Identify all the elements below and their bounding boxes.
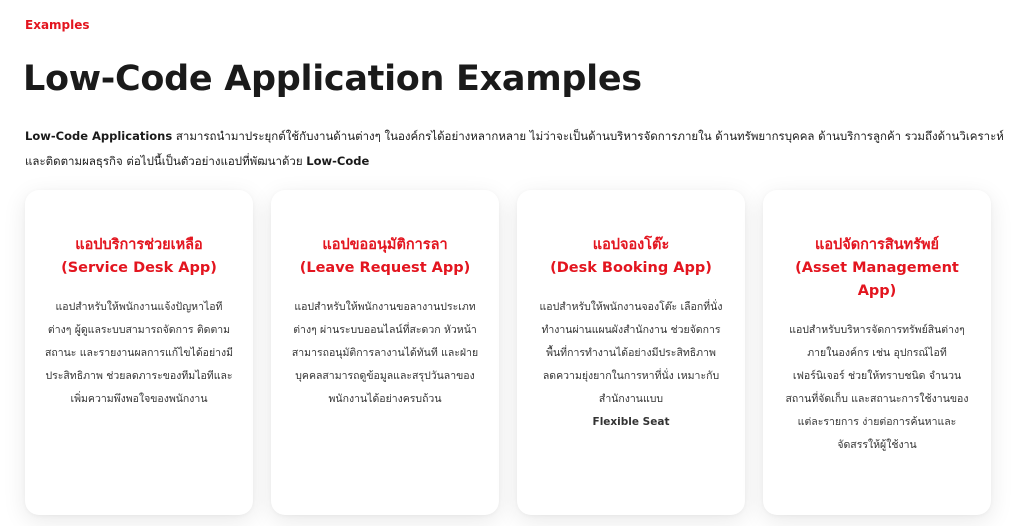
card-title-thai: แอปจองโต๊ะ [592,237,670,253]
intro-highlight: Low-Code Applications [25,129,173,143]
card-text-line: เพิ่มความพึงพอใจของพนักงาน [70,393,208,405]
intro-paragraph [25,124,1004,174]
card-title-english: (Asset Management [795,260,959,276]
card-asset-management [763,190,991,515]
card-text-line: จัดสรรให้ผู้ใช้งาน [837,439,917,451]
card-title [285,234,485,280]
card-text-line: ทำงานผ่านแผนผังสำนักงาน ช่วยจัดการ [541,324,721,336]
card-leave-request [271,190,499,515]
intro-highlight: Low-Code [306,154,370,168]
card-text-fragment: สำนักงานแบบ [598,393,664,405]
section-eyebrow: Examples [25,18,90,32]
card-text-line: แต่ละรายการ ง่ายต่อการค้นหาและ [797,416,957,428]
intro-line-1 [25,124,1004,149]
example-cards [25,190,1000,526]
card-text-line: พื้นที่การทำงานได้อย่างมีประสิทธิภาพ [546,347,716,359]
card-description [531,296,731,434]
card-text-line: ต่างๆ ผู้ดูแลระบบสามารถจัดการ ติดตาม [47,324,231,336]
card-text-line: บุคคลสามารถดูข้อมูลและสรุปวันลาของ [295,370,475,382]
card-title-thai: แอปบริการช่วยเหลือ [75,237,203,253]
card-text-line: ภายในองค์กร เช่น อุปกรณ์ไอที [807,347,947,359]
intro-line-2 [25,149,1000,174]
card-text-line: ลดความยุ่งยากในการหาที่นั่ง เหมาะกับ [542,370,720,382]
card-title-english: (Service Desk App) [61,260,217,276]
intro-text: สามารถนำมาประยุกต์ใช้กับงานด้านต่างๆ ในองค์กรได้อย่างหลากหลาย ไม่ว่าจะเป็นด้านบริหารจัดการภายใน ด้านทรัพยากรบุคคล ด้านบริการลูกค้า รวมถึงด้านวิเคราะห์ [172,129,1004,143]
card-text-line: แอปสำหรับให้พนักงานจองโต๊ะ เลือกที่นั่ง [539,301,723,313]
card-title [39,234,239,280]
card-text-line: แอปสำหรับให้พนักงานแจ้งปัญหาไอที [55,301,223,313]
card-service-desk [25,190,253,515]
card-text-line: สถานะ และรายงานผลการแก้ไขได้อย่างมี [44,347,234,359]
card-text-line: สามารถอนุมัติการลางานได้ทันที และฝ่าย [291,347,479,359]
card-text-line: แอปสำหรับให้พนักงานขอลางานประเภท [294,301,476,313]
card-title [777,234,977,303]
card-text-line [531,388,731,434]
card-description [777,319,977,457]
card-title-english-cont: App) [857,283,897,299]
card-title-thai: แอปจัดการสินทรัพย์ [814,237,940,253]
card-text-line: ประสิทธิภาพ ช่วยลดภาระของทีมไอทีและ [45,370,233,382]
card-text-line: ต่างๆ ผ่านระบบออนไลน์ที่สะดวก หัวหน้า [293,324,477,336]
card-text-highlight: Flexible Seat [592,416,670,428]
intro-text: และติดตามผลธุรกิจ ต่อไปนี้เป็นตัวอย่างแอปที่พัฒนาด้วย [25,154,307,168]
card-text-line: สถานที่จัดเก็บ และสถานะการใช้งานของ [785,393,969,405]
card-description [285,296,485,411]
card-text-line: เฟอร์นิเจอร์ ช่วยให้ทราบชนิด จำนวน [792,370,962,382]
page-title: Low-Code Application Examples [23,59,642,99]
card-title [531,234,731,280]
card-text-line: พนักงานได้อย่างครบถ้วน [328,393,442,405]
card-description [39,296,239,411]
card-text-line: แอปสำหรับบริหารจัดการทรัพย์สินต่างๆ [789,324,965,336]
card-title-english: (Desk Booking App) [550,260,712,276]
card-title-thai: แอปขออนุมัติการลา [322,237,448,253]
card-desk-booking [517,190,745,515]
card-title-english: (Leave Request App) [299,260,471,276]
